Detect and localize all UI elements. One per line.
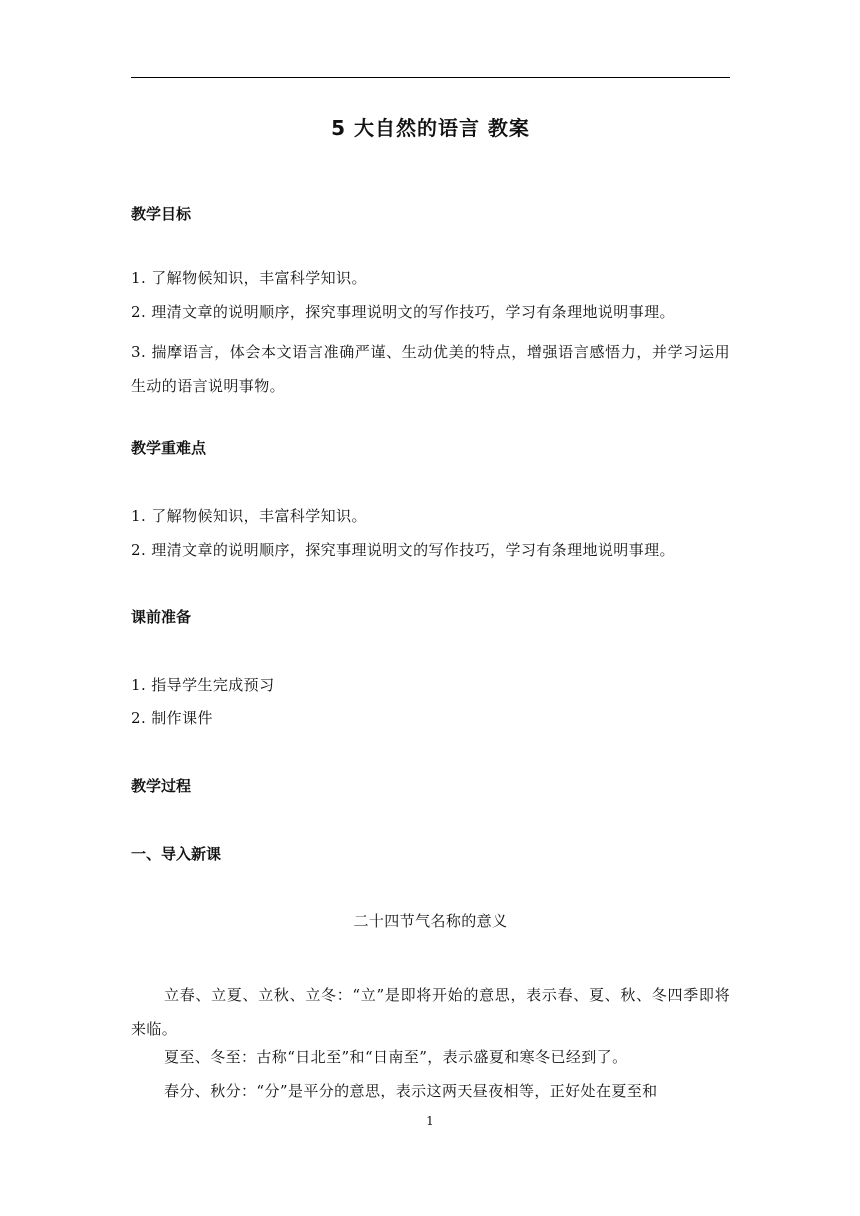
passage-paragraph-2: 夏至、冬至：古称“日北至”和“日南至”，表示盛夏和寒冬已经到了。 bbox=[164, 1048, 628, 1066]
passage-title: 二十四节气名称的意义 bbox=[353, 912, 508, 930]
passage-paragraph-3: 春分、秋分：“分”是平分的意思，表示这两天昼夜相等，正好处在夏至和 bbox=[164, 1082, 658, 1100]
process-subheading: 一、导入新课 bbox=[131, 845, 222, 863]
preparation-item-2: 2. 制作课件 bbox=[131, 709, 213, 727]
section-heading-key-points: 教学重难点 bbox=[131, 439, 207, 457]
objective-item-2: 2. 理清文章的说明顺序，探究事理说明文的写作技巧，学习有条理地说明事理。 bbox=[131, 303, 675, 321]
key-point-item-2: 2. 理清文章的说明顺序，探究事理说明文的写作技巧，学习有条理地说明事理。 bbox=[131, 541, 675, 559]
section-heading-objectives: 教学目标 bbox=[131, 205, 192, 223]
objective-item-1: 1. 了解物候知识，丰富科学知识。 bbox=[131, 269, 367, 287]
page-number: 1 bbox=[426, 1114, 434, 1128]
section-heading-preparation: 课前准备 bbox=[131, 608, 192, 626]
page-title: 5 大自然的语言 教案 bbox=[331, 116, 530, 140]
preparation-item-1: 1. 指导学生完成预习 bbox=[131, 676, 275, 694]
key-point-item-1: 1. 了解物候知识，丰富科学知识。 bbox=[131, 507, 367, 525]
passage-paragraph-1: 立春、立夏、立秋、立冬：“立”是即将开始的意思，表示春、夏、秋、冬四季即将来临。 bbox=[131, 986, 730, 1038]
objective-item-3: 3. 揣摩语言，体会本文语言准确严谨、生动优美的特点，增强语言感悟力，并学习运用生动的语言说明事物。 bbox=[131, 343, 730, 395]
section-heading-process: 教学过程 bbox=[131, 777, 192, 795]
header-rule bbox=[131, 77, 730, 78]
